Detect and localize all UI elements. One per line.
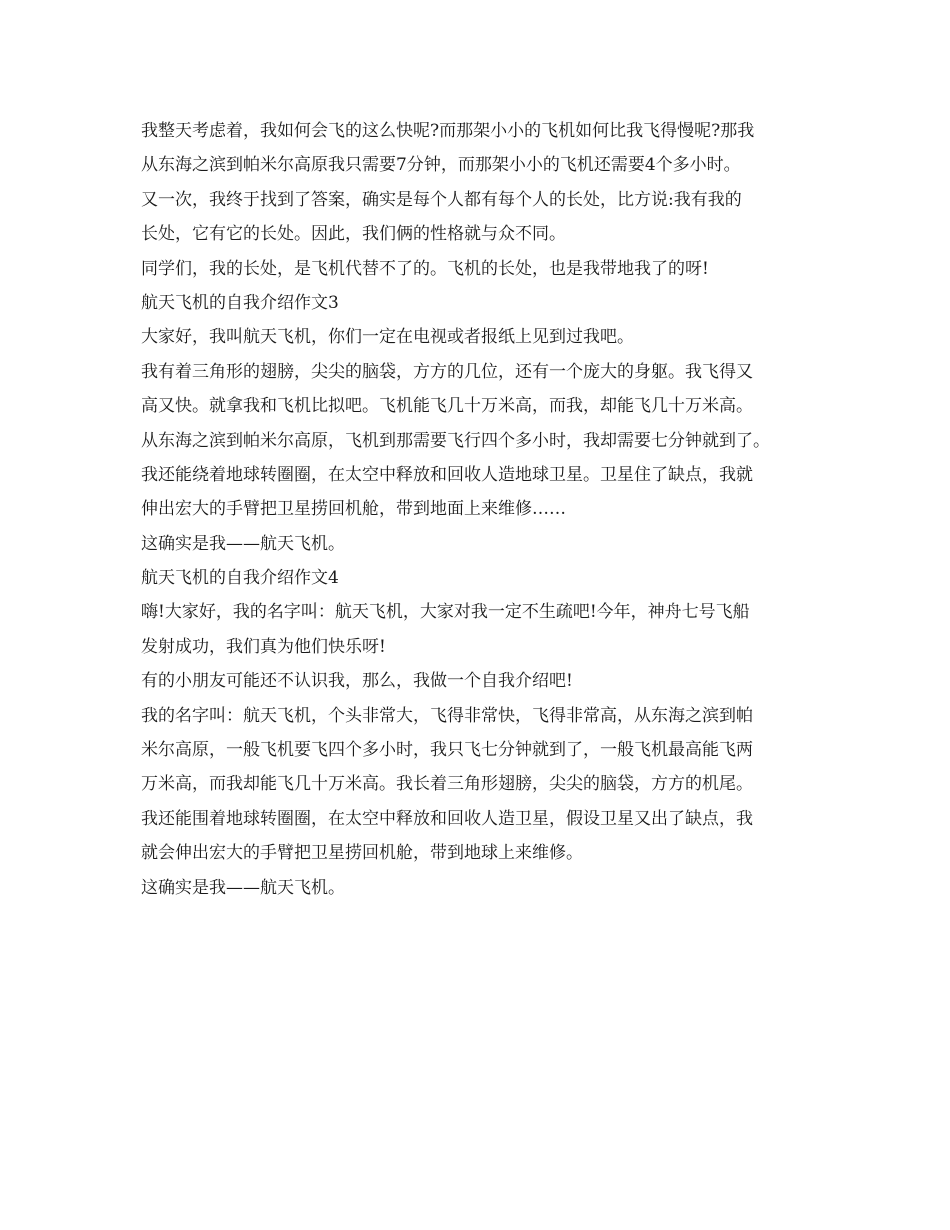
text-line: 我还能绕着地球转圈圈，在太空中释放和回收人造地球卫星。卫星住了缺点，我就 <box>141 464 753 485</box>
text-line: 高又快。就拿我和飞机比拟吧。飞机能飞几十万米高，而我，却能飞几十万米高。 <box>141 396 753 417</box>
text-line: 又一次，我终于找到了答案，确实是每个人都有每个人的长处，比方说:我有我的 <box>141 189 742 210</box>
text-line: 伸出宏大的手臂把卫星捞回机舱，带到地面上来维修…… <box>141 499 566 520</box>
text-line: 这确实是我——航天飞机。 <box>141 877 345 898</box>
text-line: 长处，它有它的长处。因此，我们俩的性格就与众不同。 <box>141 224 566 245</box>
essay-body <box>141 114 821 905</box>
text-line: 有的小朋友可能还不认识我，那么，我做一个自我介绍吧! <box>141 671 573 692</box>
text-line: 我还能围着地球转圈圈，在太空中释放和回收人造卫星，假设卫星又出了缺点，我 <box>141 808 753 829</box>
text-line: 从东海之滨到帕米尔高原我只需要7分钟，而那架小小的飞机还需要4个多小时。 <box>141 155 741 176</box>
section-heading: 航天飞机的自我介绍作文3 <box>141 292 339 313</box>
text-line: 我有着三角形的翅膀，尖尖的脑袋，方方的几位，还有一个庞大的身躯。我飞得又 <box>141 361 753 382</box>
text-line: 米尔高原，一般飞机要飞四个多小时，我只飞七分钟就到了，一般飞机最高能飞两 <box>141 740 753 761</box>
section-heading: 航天飞机的自我介绍作文4 <box>141 568 339 589</box>
text-line: 发射成功，我们真为他们快乐呀! <box>141 636 386 657</box>
text-line: 我的名字叫：航天飞机，个头非常大，飞得非常快，飞得非常高，从东海之滨到帕 <box>141 705 753 726</box>
text-line: 从东海之滨到帕米尔高原，飞机到那需要飞行四个多小时，我却需要七分钟就到了。 <box>141 430 770 451</box>
text-line: 这确实是我——航天飞机。 <box>141 533 345 554</box>
text-line: 我整天考虑着，我如何会飞的这么快呢?而那架小小的飞机如何比我飞得慢呢?那我 <box>141 121 755 141</box>
text-line: 同学们，我的长处，是飞机代替不了的。飞机的长处，也是我带地我了的呀! <box>141 258 709 279</box>
text-line: 就会伸出宏大的手臂把卫星捞回机舱，带到地球上来维修。 <box>141 843 583 864</box>
text-line: 大家好，我叫航天飞机，你们一定在电视或者报纸上见到过我吧。 <box>141 327 634 348</box>
text-line: 嗨!大家好，我的名字叫：航天飞机，大家对我一定不生疏吧!今年，神舟七号飞船 <box>141 602 750 623</box>
text-line: 万米高，而我却能飞几十万米高。我长着三角形翅膀，尖尖的脑袋，方方的机尾。 <box>141 774 753 795</box>
